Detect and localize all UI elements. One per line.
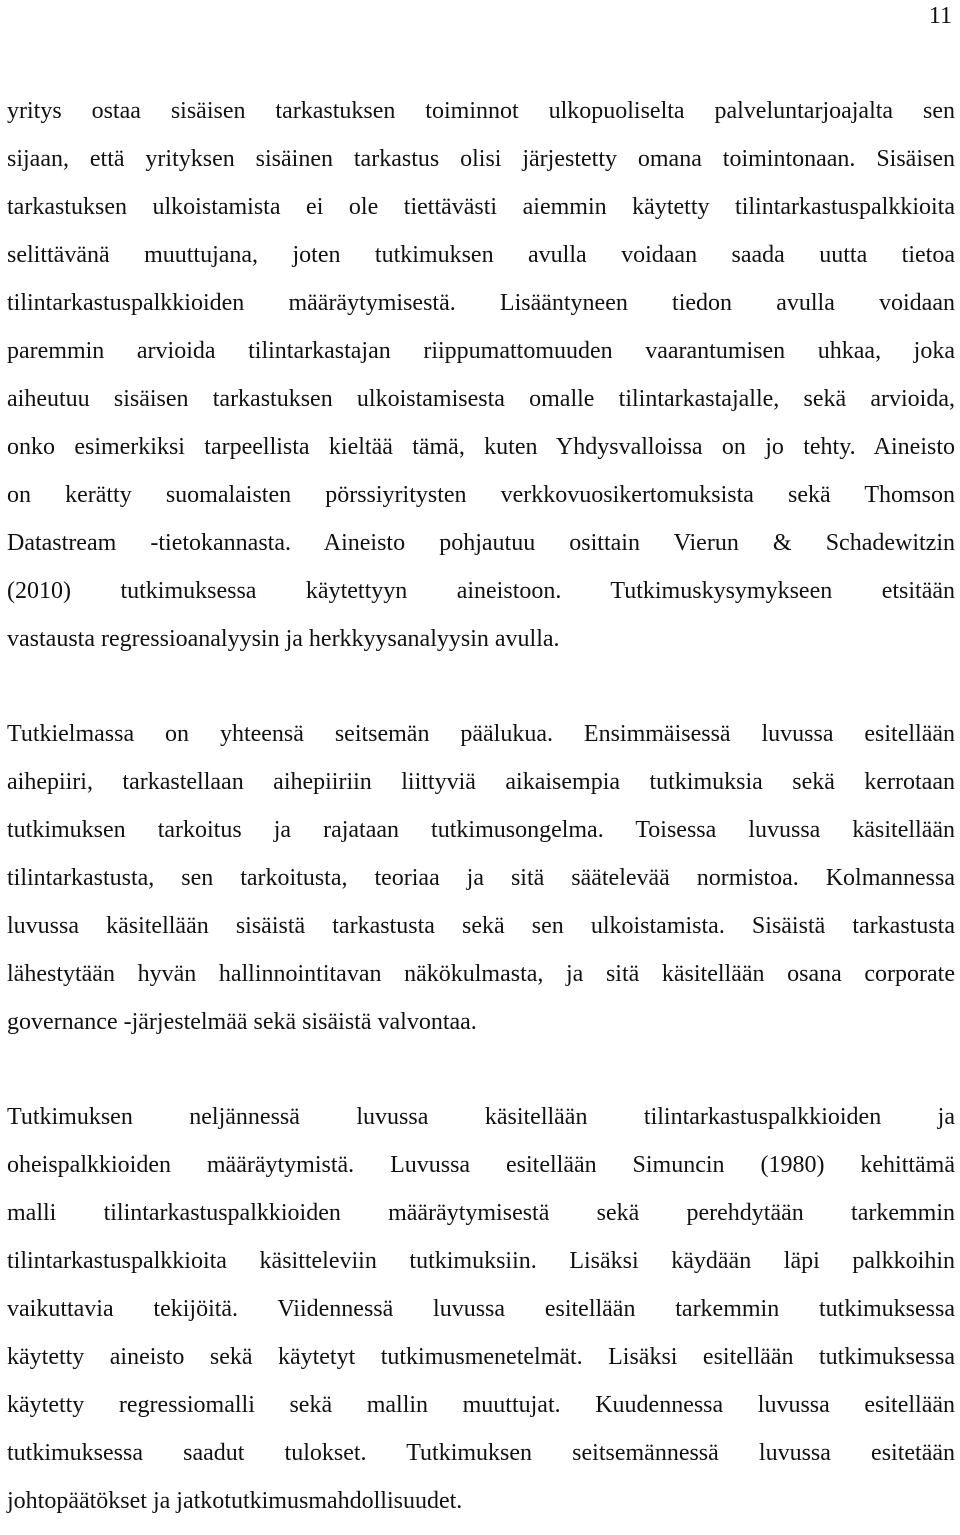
text-line: (2010) tutkimuksessa käytettyyn aineistoon. Tutkimuskysymykseen etsitään <box>7 578 955 604</box>
text-line: selittävänä muuttujana, joten tutkimuksen avulla voidaan saada uutta tietoa <box>7 242 955 268</box>
text-line: oheispalkkioiden määräytymistä. Luvussa esitellään Simuncin (1980) kehittämä <box>7 1152 955 1178</box>
text-line: käytetty aineisto sekä käytetyt tutkimusmenetelmät. Lisäksi esitellään tutkimuksessa <box>7 1344 955 1370</box>
page-number: 11 <box>928 3 952 29</box>
text-line: johtopäätökset ja jatkotutkimusmahdollisuudet. <box>7 1488 463 1514</box>
text-line: tilintarkastusta, sen tarkoitusta, teoriaa ja sitä säätelevää normistoa. Kolmannessa <box>7 865 955 891</box>
text-line: tilintarkastuspalkkioita käsitteleviin tutkimuksiin. Lisäksi käydään läpi palkkoihin <box>7 1248 955 1274</box>
text-line: malli tilintarkastuspalkkioiden määräytymisestä sekä perehdytään tarkemmin <box>7 1200 955 1226</box>
text-line: Datastream -tietokannasta. Aineisto pohjautuu osittain Vierun & Schadewitzin <box>7 530 955 556</box>
text-line: yritys ostaa sisäisen tarkastuksen toiminnot ulkopuoliselta palveluntarjoajalta sen <box>7 98 955 124</box>
text-line: tilintarkastuspalkkioiden määräytymisestä. Lisääntyneen tiedon avulla voidaan <box>7 290 955 316</box>
paragraph-2 <box>7 720 955 1056</box>
text-line: sijaan, että yrityksen sisäinen tarkastus olisi järjestetty omana toimintonaan. Sisäisen <box>7 146 955 172</box>
text-line: tutkimuksessa saadut tulokset. Tutkimuksen seitsemännessä luvussa esitetään <box>7 1440 955 1466</box>
text-line: Tutkimuksen neljännessä luvussa käsitellään tilintarkastuspalkkioiden ja <box>7 1104 955 1130</box>
text-line: käytetty regressiomalli sekä mallin muuttujat. Kuudennessa luvussa esitellään <box>7 1392 955 1418</box>
text-line: vaikuttavia tekijöitä. Viidennessä luvussa esitellään tarkemmin tutkimuksessa <box>7 1296 955 1322</box>
text-line: tarkastuksen ulkoistamista ei ole tiettävästi aiemmin käytetty tilintarkastuspalkkioita <box>7 194 955 220</box>
paragraph-1 <box>7 97 955 673</box>
text-line: paremmin arvioida tilintarkastajan riippumattomuuden vaarantumisen uhkaa, joka <box>7 338 955 364</box>
text-line: onko esimerkiksi tarpeellista kieltää tämä, kuten Yhdysvalloissa on jo tehty. Aineisto <box>7 434 955 460</box>
text-line: aiheutuu sisäisen tarkastuksen ulkoistamisesta omalle tilintarkastajalle, sekä arvioida, <box>7 386 955 412</box>
text-line: lähestytään hyvän hallinnointitavan näkökulmasta, ja sitä käsitellään osana corporate <box>7 961 955 987</box>
text-line: on kerätty suomalaisten pörssiyritysten verkkovuosikertomuksista sekä Thomson <box>7 482 955 508</box>
text-line: aihepiiri, tarkastellaan aihepiiriin liittyviä aikaisempia tutkimuksia sekä kerrotaan <box>7 769 955 795</box>
paragraph-3 <box>7 1103 955 1535</box>
text-line: governance -järjestelmää sekä sisäistä valvontaa. <box>7 1009 477 1035</box>
text-line: tutkimuksen tarkoitus ja rajataan tutkimusongelma. Toisessa luvussa käsitellään <box>7 817 955 843</box>
text-line: Tutkielmassa on yhteensä seitsemän päälukua. Ensimmäisessä luvussa esitellään <box>7 721 955 747</box>
text-line: vastausta regressioanalyysin ja herkkyysanalyysin avulla. <box>7 626 560 652</box>
text-line: luvussa käsitellään sisäistä tarkastusta sekä sen ulkoistamista. Sisäistä tarkastusta <box>7 913 955 939</box>
